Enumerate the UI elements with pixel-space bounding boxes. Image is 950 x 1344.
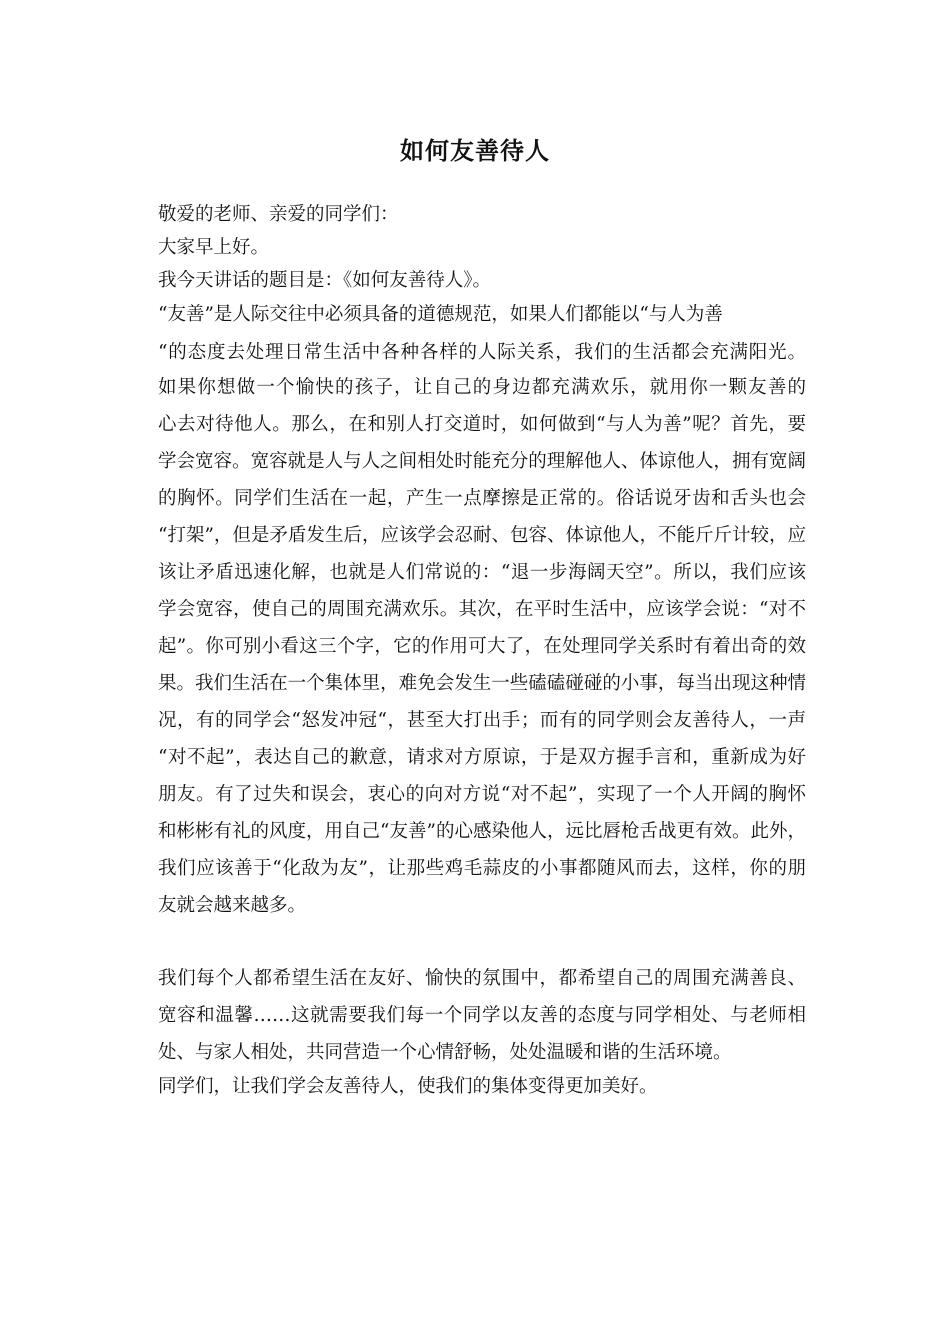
text-line: 我们每个人都希望生活在友好、愉快的氛围中，都希望自己的周围充满善良、 — [158, 968, 806, 989]
greeting-line: 敬爱的老师、亲爱的同学们： — [158, 204, 399, 225]
text-line: 学会宽容，使自己的周围充满欢乐。其次，在平时生活中，应该学会说：“对不 — [158, 599, 806, 620]
text-line: 宽容和温馨……这就需要我们每一个同学以友善的态度与同学相处、与老师相 — [158, 1005, 806, 1026]
text-line: “对不起”，表达自己的歉意，请求对方原谅，于是双方握手言和，重新成为好 — [158, 747, 806, 768]
text-line: “的态度去处理日常生活中各种各样的人际关系，我们的生活都会充满阳光。 — [158, 342, 806, 363]
text-line: 该让矛盾迅速化解，也就是人们常说的：“退一步海阔天空”。所以，我们应该 — [158, 562, 806, 583]
text-line: 起”。你可别小看这三个字，它的作用可大了，在处理同学关系时有着出奇的效 — [158, 636, 806, 657]
text-line: 友就会越来越多。 — [158, 895, 307, 916]
text-line: 况，有的同学会“怒发冲冠“，甚至大打出手；而有的同学则会友善待人，一声 — [158, 710, 806, 731]
text-line: 和彬彬有礼的风度，用自己“友善”的心感染他人，远比唇枪舌战更有效。此外， — [158, 821, 806, 842]
text-line: 我们应该善于“化敌为友”，让那些鸡毛蒜皮的小事都随风而去，这样，你的朋 — [158, 858, 806, 879]
text-line: 我今天讲话的题目是：《如何友善待人》。 — [158, 270, 492, 291]
text-line: 如果你想做一个愉快的孩子，让自己的身边都充满欢乐，就用你一颗友善的 — [158, 377, 806, 398]
text-line: “友善”是人际交往中必须具备的道德规范，如果人们都能以“与人为善 — [158, 304, 723, 325]
document-title: 如何友善待人 — [400, 136, 550, 165]
text-line: 心去对待他人。那么，在和别人打交道时，如何做到“与人为善”呢？首先，要 — [158, 414, 806, 435]
text-line: 学会宽容。宽容就是人与人之间相处时能充分的理解他人、体谅他人，拥有宽阔 — [158, 451, 806, 472]
text-line: “打架”，但是矛盾发生后，应该学会忍耐、包容、体谅他人，不能斤斤计较，应 — [158, 525, 806, 546]
text-line: 果。我们生活在一个集体里，难免会发生一些磕磕碰碰的小事，每当出现这种情 — [158, 673, 806, 694]
greeting-line: 大家早上好。 — [158, 237, 270, 258]
text-line: 处、与家人相处，共同营造一个心情舒畅，处处温暖和谐的生活环境。 — [158, 1042, 732, 1063]
text-line: 的胸怀。同学们生活在一起，产生一点摩擦是正常的。俗话说牙齿和舌头也会 — [158, 488, 806, 509]
text-line: 朋友。有了过失和误会，衷心的向对方说“对不起”，实现了一个人开阔的胸怀 — [158, 784, 806, 805]
closing-line: 同学们，让我们学会友善待人，使我们的集体变得更加美好。 — [158, 1076, 658, 1097]
